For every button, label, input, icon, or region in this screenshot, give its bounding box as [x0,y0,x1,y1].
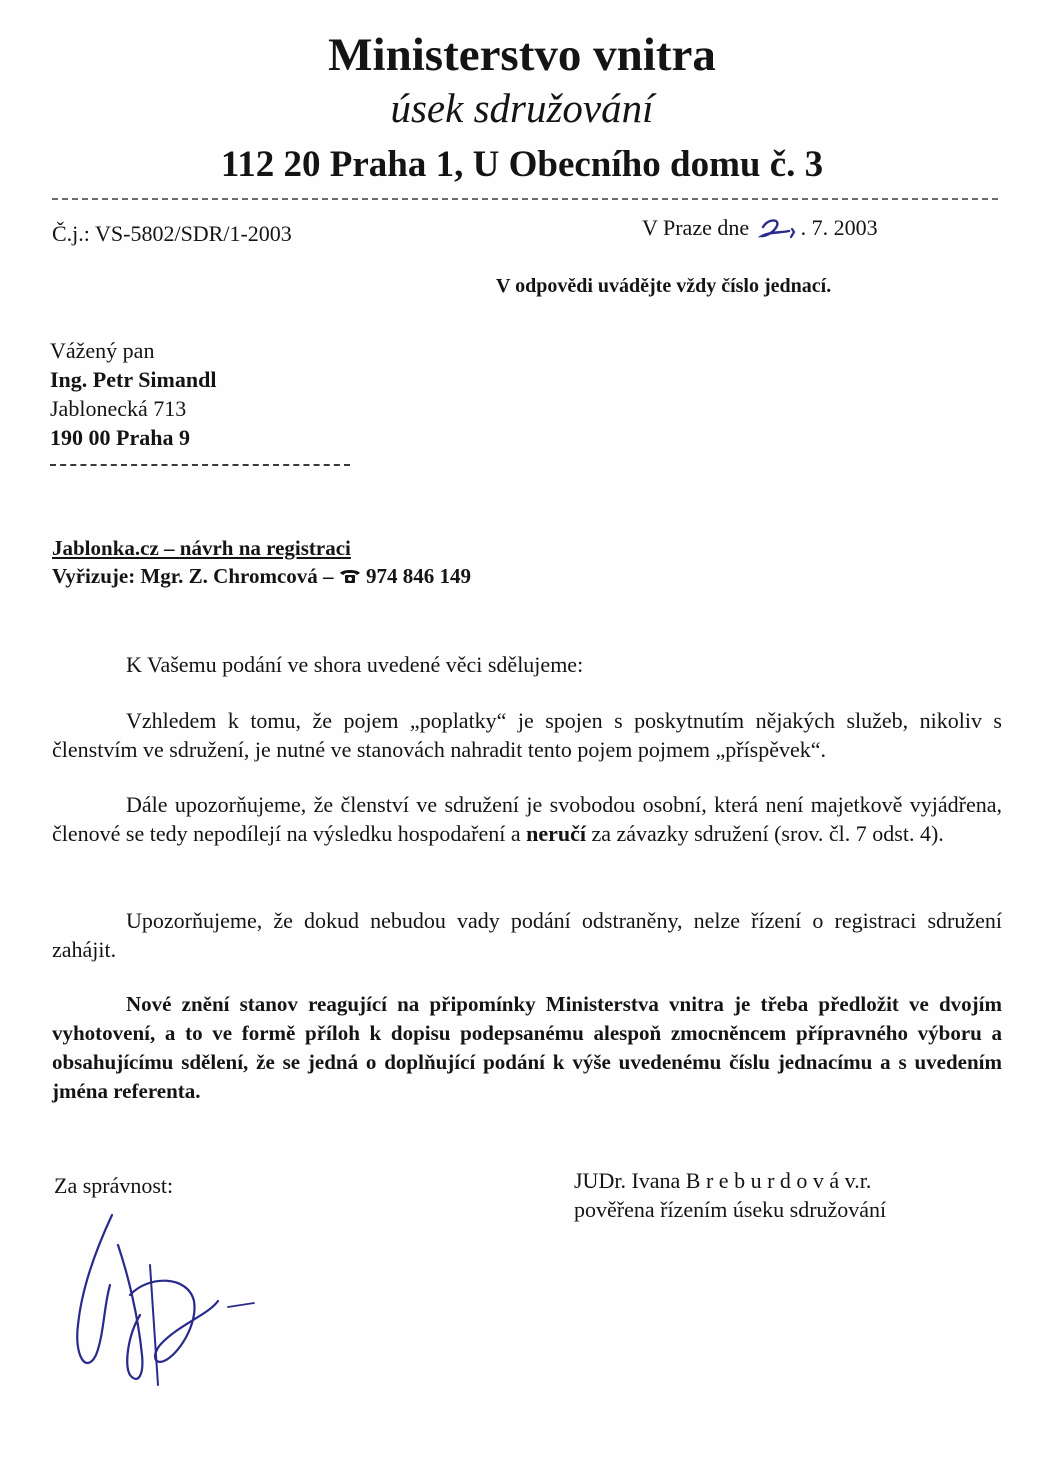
telephone-icon [339,563,361,579]
recipient-name: Ing. Petr Simandl [50,367,217,392]
fees-paragraph: Vzhledem k tomu, že pojem „poplatky“ je spojen s poskytnutím nějakých služeb, nikoliv s členstvím ve sdružení, je nutné ve stanovách nahradit tento pojem pojmem „příspěvek“. [52,708,1002,762]
address-divider [50,464,350,466]
recipient-street: Jablonecká 713 [50,396,187,421]
instructions-paragraph: Nové znění stanov reagující na připomínky Ministerstva vnitra je třeba předložit ve dvojím vyhotovení, a to ve formě příloh k dopisu podepsanému alespoň zmocněncem přípravného výboru a obsahujícímu sdělení, že se jedná o doplňující podání k výše uvedenému číslu jednacímu a s uvedením jména referenta. [52,992,1002,1103]
membership-text-2: za závazky sdružení (srov. čl. 7 odst. 4). [591,821,944,846]
handwritten-day-glyph [755,215,801,239]
reference-number: Č.j.: VS-5802/SDR/1-2003 [52,221,292,246]
handler-phone: 974 846 149 [366,564,472,588]
signatory-block [574,1166,886,1224]
subject-block [52,534,471,590]
handwritten-signature [68,1205,268,1405]
za-spravnost-label: Za správnost: [54,1173,174,1198]
handwritten-day [755,215,801,239]
membership-bold: neručí [526,821,586,846]
membership-text-1: Dále upozorňujeme, že členství ve sdružení je svobodou osobní, která není majetkově vyjádřena, členové se tedy nepodílejí na výsledku hospodaření a [52,792,1002,846]
date-rest: . 7. 2003 [800,215,878,240]
recipient-salutation: Vážený pan [50,338,155,363]
subject-title: Jablonka.cz – návrh na registraci [52,536,351,560]
recipient-city: 190 00 Praha 9 [50,425,190,450]
handler-name: Vyřizuje: Mgr. Z. Chromcová – [52,564,334,588]
recipient-address [50,336,216,452]
intro-paragraph: K Vašemu podání ve shora uvedené věci sdělujeme: [126,652,584,677]
department-title: úsek sdružování [390,85,654,131]
ministry-title: Ministerstvo vnitra [328,29,716,81]
letter-date [642,214,878,242]
ministry-address: 112 20 Praha 1, U Obecního domu č. 3 [220,144,824,185]
subject-handler [52,562,471,590]
reply-notice: V odpovědi uvádějte vždy číslo jednací. [496,275,832,297]
header-divider [52,198,998,200]
signatory-role: pověřena řízením úseku sdružování [574,1197,887,1222]
membership-paragraph [52,790,1002,848]
defects-paragraph: Upozorňujeme, že dokud nebudou vady podání odstraněny, nelze řízení o registraci sdružení zahájit. [52,908,1002,962]
signatory-name: JUDr. Ivana B r e b u r d o v á v.r. [574,1168,872,1193]
date-prefix: V Praze dne [642,215,750,240]
